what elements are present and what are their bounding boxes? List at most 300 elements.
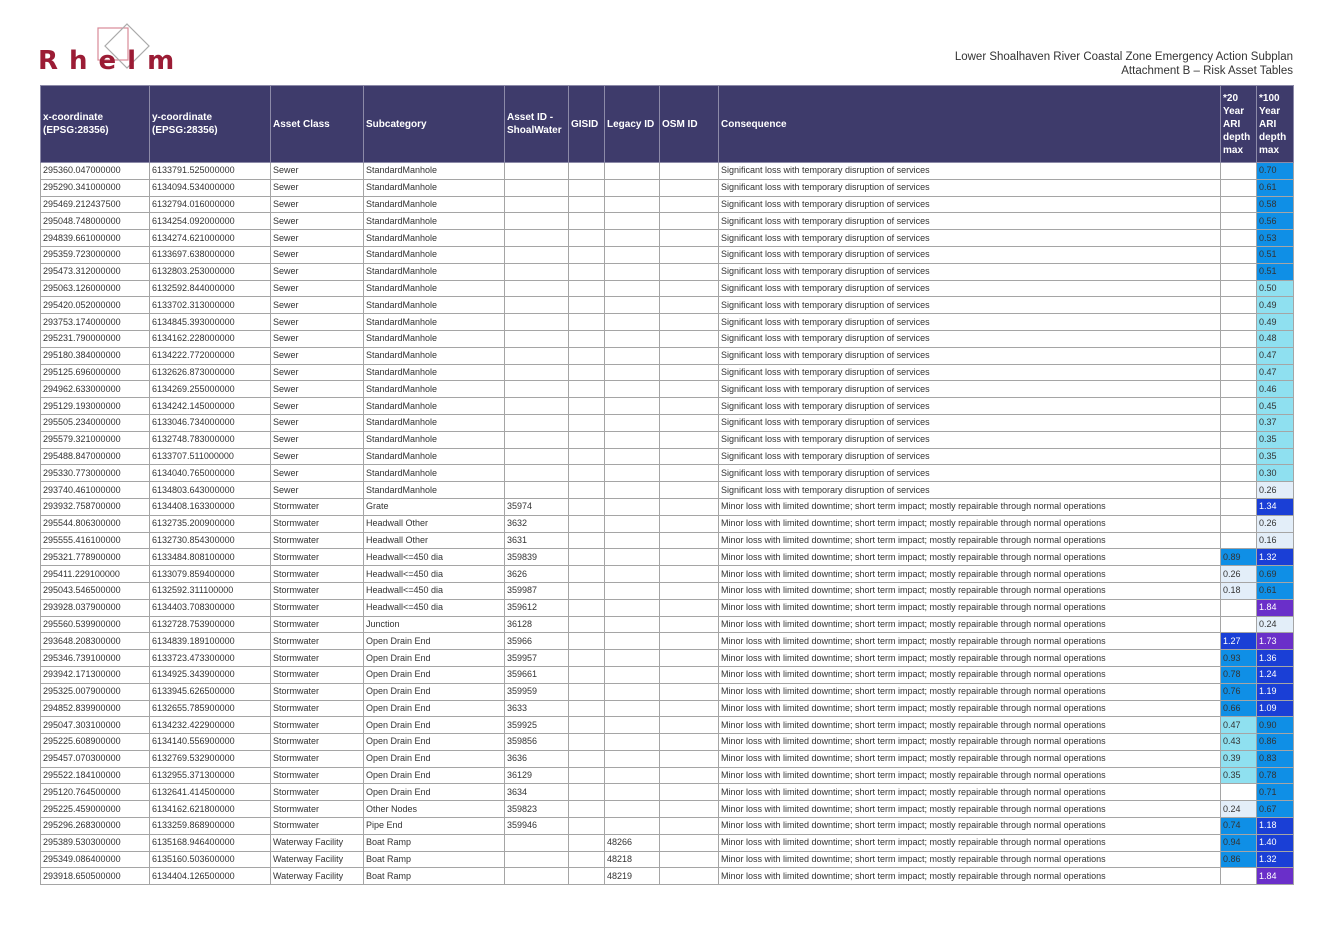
cell-depth-20yr: [1221, 465, 1257, 482]
cell-y-coordinate: 6133723.473300000: [150, 650, 271, 667]
cell-legacy-id: [605, 616, 660, 633]
cell-consequence: Minor loss with limited downtime; short term impact; mostly repairable through normal operations: [719, 566, 1221, 583]
cell-x-coordinate: 295469.212437500: [41, 196, 150, 213]
cell-depth-20yr: [1221, 532, 1257, 549]
table-row: [41, 767, 1294, 784]
table-row: [41, 196, 1294, 213]
cell-legacy-id: [605, 633, 660, 650]
cell-subcategory: Open Drain End: [364, 666, 505, 683]
cell-legacy-id: [605, 549, 660, 566]
cell-depth-100yr: 0.50: [1257, 280, 1294, 297]
cell-asset-class: Sewer: [271, 196, 364, 213]
table-row: [41, 398, 1294, 415]
cell-depth-20yr: [1221, 246, 1257, 263]
cell-gisid: [569, 582, 605, 599]
cell-asset-class: Sewer: [271, 381, 364, 398]
cell-x-coordinate: 295411.229100000: [41, 566, 150, 583]
cell-asset-id: 359946: [505, 818, 569, 835]
cell-legacy-id: [605, 347, 660, 364]
cell-subcategory: Open Drain End: [364, 650, 505, 667]
table-row: [41, 683, 1294, 700]
cell-consequence: Significant loss with temporary disruption of services: [719, 179, 1221, 196]
cell-y-coordinate: 6132592.311100000: [150, 582, 271, 599]
cell-consequence: Minor loss with limited downtime; short term impact; mostly repairable through normal operations: [719, 683, 1221, 700]
cell-consequence: Significant loss with temporary disruption of services: [719, 347, 1221, 364]
cell-depth-100yr: 0.86: [1257, 734, 1294, 751]
cell-depth-100yr: 1.84: [1257, 599, 1294, 616]
cell-subcategory: Headwall<=450 dia: [364, 582, 505, 599]
cell-legacy-id: [605, 246, 660, 263]
cell-asset-class: Stormwater: [271, 566, 364, 583]
table-row: [41, 314, 1294, 331]
table-row: [41, 246, 1294, 263]
cell-gisid: [569, 398, 605, 415]
cell-depth-20yr: 0.35: [1221, 767, 1257, 784]
cell-depth-100yr: 1.32: [1257, 851, 1294, 868]
cell-asset-class: Stormwater: [271, 582, 364, 599]
cell-legacy-id: 48266: [605, 834, 660, 851]
cell-consequence: Significant loss with temporary disruption of services: [719, 330, 1221, 347]
cell-subcategory: StandardManhole: [364, 381, 505, 398]
cell-subcategory: Boat Ramp: [364, 834, 505, 851]
cell-consequence: Minor loss with limited downtime; short term impact; mostly repairable through normal operations: [719, 633, 1221, 650]
cell-legacy-id: [605, 230, 660, 247]
cell-asset-id: [505, 851, 569, 868]
cell-y-coordinate: 6132735.200900000: [150, 515, 271, 532]
cell-depth-100yr: 0.56: [1257, 213, 1294, 230]
cell-asset-class: Stormwater: [271, 818, 364, 835]
cell-depth-20yr: [1221, 414, 1257, 431]
cell-x-coordinate: 295473.312000000: [41, 263, 150, 280]
cell-consequence: Significant loss with temporary disruption of services: [719, 230, 1221, 247]
cell-depth-100yr: 1.19: [1257, 683, 1294, 700]
cell-subcategory: StandardManhole: [364, 398, 505, 415]
cell-depth-100yr: 0.49: [1257, 297, 1294, 314]
cell-gisid: [569, 330, 605, 347]
cell-consequence: Minor loss with limited downtime; short term impact; mostly repairable through normal operations: [719, 498, 1221, 515]
cell-asset-class: Sewer: [271, 163, 364, 180]
cell-x-coordinate: 295043.546500000: [41, 582, 150, 599]
rhelm-logo: [38, 22, 188, 78]
cell-asset-class: Sewer: [271, 398, 364, 415]
cell-subcategory: StandardManhole: [364, 364, 505, 381]
cell-depth-20yr: [1221, 314, 1257, 331]
cell-asset-id: [505, 448, 569, 465]
cell-subcategory: StandardManhole: [364, 482, 505, 499]
cell-asset-id: 35974: [505, 498, 569, 515]
cell-subcategory: Open Drain End: [364, 750, 505, 767]
cell-gisid: [569, 834, 605, 851]
cell-asset-class: Sewer: [271, 347, 364, 364]
cell-y-coordinate: 6133079.859400000: [150, 566, 271, 583]
cell-osm-id: [660, 566, 719, 583]
cell-depth-20yr: [1221, 163, 1257, 180]
cell-x-coordinate: 293942.171300000: [41, 666, 150, 683]
cell-subcategory: StandardManhole: [364, 280, 505, 297]
cell-asset-class: Sewer: [271, 431, 364, 448]
table-row: [41, 818, 1294, 835]
cell-x-coordinate: 295544.806300000: [41, 515, 150, 532]
cell-gisid: [569, 179, 605, 196]
table-row: [41, 834, 1294, 851]
cell-x-coordinate: 295047.303100000: [41, 717, 150, 734]
col-header-x: x-coordinate (EPSG:28356): [41, 86, 150, 163]
cell-subcategory: StandardManhole: [364, 163, 505, 180]
cell-depth-20yr: [1221, 784, 1257, 801]
cell-depth-100yr: 1.18: [1257, 818, 1294, 835]
cell-depth-20yr: [1221, 398, 1257, 415]
cell-asset-id: [505, 297, 569, 314]
cell-asset-class: Stormwater: [271, 784, 364, 801]
cell-legacy-id: [605, 213, 660, 230]
cell-osm-id: [660, 297, 719, 314]
cell-depth-100yr: 0.90: [1257, 717, 1294, 734]
cell-asset-class: Sewer: [271, 465, 364, 482]
cell-asset-id: 3633: [505, 700, 569, 717]
cell-x-coordinate: 293918.650500000: [41, 868, 150, 885]
cell-osm-id: [660, 498, 719, 515]
cell-x-coordinate: 293740.461000000: [41, 482, 150, 499]
cell-consequence: Minor loss with limited downtime; short term impact; mostly repairable through normal operations: [719, 650, 1221, 667]
cell-subcategory: Pipe End: [364, 818, 505, 835]
cell-osm-id: [660, 700, 719, 717]
cell-osm-id: [660, 314, 719, 331]
cell-legacy-id: [605, 381, 660, 398]
cell-y-coordinate: 6132794.016000000: [150, 196, 271, 213]
cell-gisid: [569, 314, 605, 331]
cell-gisid: [569, 364, 605, 381]
cell-depth-100yr: 0.47: [1257, 364, 1294, 381]
cell-y-coordinate: 6133702.313000000: [150, 297, 271, 314]
cell-subcategory: Headwall<=450 dia: [364, 566, 505, 583]
cell-osm-id: [660, 784, 719, 801]
table-row: [41, 297, 1294, 314]
table-row: [41, 801, 1294, 818]
cell-asset-id: [505, 280, 569, 297]
cell-depth-20yr: [1221, 482, 1257, 499]
cell-asset-class: Stormwater: [271, 683, 364, 700]
cell-x-coordinate: 295325.007900000: [41, 683, 150, 700]
cell-legacy-id: [605, 364, 660, 381]
cell-consequence: Minor loss with limited downtime; short term impact; mostly repairable through normal operations: [719, 515, 1221, 532]
cell-y-coordinate: 6134040.765000000: [150, 465, 271, 482]
cell-consequence: Significant loss with temporary disruption of services: [719, 297, 1221, 314]
cell-x-coordinate: 295225.608900000: [41, 734, 150, 751]
cell-depth-100yr: 1.24: [1257, 666, 1294, 683]
cell-consequence: Significant loss with temporary disruption of services: [719, 381, 1221, 398]
cell-osm-id: [660, 263, 719, 280]
cell-legacy-id: [605, 717, 660, 734]
cell-gisid: [569, 498, 605, 515]
cell-depth-100yr: 1.73: [1257, 633, 1294, 650]
cell-y-coordinate: 6132955.371300000: [150, 767, 271, 784]
cell-consequence: Significant loss with temporary disruption of services: [719, 163, 1221, 180]
cell-depth-20yr: 0.43: [1221, 734, 1257, 751]
cell-subcategory: StandardManhole: [364, 246, 505, 263]
cell-asset-id: 359856: [505, 734, 569, 751]
cell-depth-100yr: 0.58: [1257, 196, 1294, 213]
cell-asset-class: Stormwater: [271, 717, 364, 734]
cell-gisid: [569, 734, 605, 751]
cell-asset-id: 359661: [505, 666, 569, 683]
cell-subcategory: StandardManhole: [364, 230, 505, 247]
cell-osm-id: [660, 196, 719, 213]
cell-x-coordinate: 295048.748000000: [41, 213, 150, 230]
cell-legacy-id: [605, 683, 660, 700]
cell-x-coordinate: 295125.696000000: [41, 364, 150, 381]
cell-gisid: [569, 683, 605, 700]
cell-depth-20yr: 1.27: [1221, 633, 1257, 650]
cell-y-coordinate: 6134404.126500000: [150, 868, 271, 885]
cell-osm-id: [660, 818, 719, 835]
cell-y-coordinate: 6134222.772000000: [150, 347, 271, 364]
cell-consequence: Minor loss with limited downtime; short term impact; mostly repairable through normal operations: [719, 767, 1221, 784]
cell-consequence: Minor loss with limited downtime; short term impact; mostly repairable through normal operations: [719, 834, 1221, 851]
cell-asset-id: [505, 465, 569, 482]
cell-x-coordinate: 295063.126000000: [41, 280, 150, 297]
cell-y-coordinate: 6134845.393000000: [150, 314, 271, 331]
table-row: [41, 616, 1294, 633]
cell-gisid: [569, 381, 605, 398]
cell-y-coordinate: 6133707.511000000: [150, 448, 271, 465]
cell-gisid: [569, 213, 605, 230]
cell-asset-class: Sewer: [271, 179, 364, 196]
cell-y-coordinate: 6133791.525000000: [150, 163, 271, 180]
cell-y-coordinate: 6133484.808100000: [150, 549, 271, 566]
table-row: [41, 784, 1294, 801]
cell-gisid: [569, 717, 605, 734]
cell-legacy-id: [605, 263, 660, 280]
table-row: [41, 263, 1294, 280]
cell-depth-100yr: 1.36: [1257, 650, 1294, 667]
cell-y-coordinate: 6134232.422900000: [150, 717, 271, 734]
cell-osm-id: [660, 163, 719, 180]
cell-x-coordinate: 295579.321000000: [41, 431, 150, 448]
cell-osm-id: [660, 448, 719, 465]
cell-asset-id: 359823: [505, 801, 569, 818]
cell-y-coordinate: 6134408.163300000: [150, 498, 271, 515]
cell-osm-id: [660, 582, 719, 599]
cell-asset-id: 3632: [505, 515, 569, 532]
cell-depth-20yr: 0.86: [1221, 851, 1257, 868]
cell-depth-20yr: [1221, 230, 1257, 247]
cell-subcategory: StandardManhole: [364, 179, 505, 196]
cell-consequence: Significant loss with temporary disruption of services: [719, 482, 1221, 499]
cell-depth-100yr: 0.78: [1257, 767, 1294, 784]
cell-depth-20yr: [1221, 213, 1257, 230]
cell-osm-id: [660, 851, 719, 868]
cell-depth-100yr: 0.26: [1257, 515, 1294, 532]
risk-asset-table: [40, 85, 1294, 885]
document-title-line2: Attachment B – Risk Asset Tables: [1121, 65, 1293, 77]
cell-asset-class: Waterway Facility: [271, 851, 364, 868]
cell-asset-class: Stormwater: [271, 599, 364, 616]
cell-asset-class: Sewer: [271, 280, 364, 297]
cell-depth-20yr: [1221, 196, 1257, 213]
cell-subcategory: StandardManhole: [364, 330, 505, 347]
cell-gisid: [569, 851, 605, 868]
cell-asset-id: [505, 163, 569, 180]
cell-depth-20yr: 0.18: [1221, 582, 1257, 599]
cell-subcategory: Headwall Other: [364, 515, 505, 532]
cell-asset-class: Waterway Facility: [271, 834, 364, 851]
table-row: [41, 566, 1294, 583]
cell-legacy-id: [605, 431, 660, 448]
cell-osm-id: [660, 381, 719, 398]
cell-gisid: [569, 465, 605, 482]
cell-osm-id: [660, 230, 719, 247]
col-header-20yr-depth: *20 Year ARI depth max: [1221, 86, 1257, 163]
cell-asset-id: [505, 213, 569, 230]
cell-osm-id: [660, 767, 719, 784]
cell-subcategory: StandardManhole: [364, 347, 505, 364]
cell-depth-100yr: 0.35: [1257, 448, 1294, 465]
cell-asset-id: 359987: [505, 582, 569, 599]
cell-legacy-id: [605, 163, 660, 180]
cell-x-coordinate: 293648.208300000: [41, 633, 150, 650]
cell-osm-id: [660, 717, 719, 734]
cell-depth-100yr: 0.26: [1257, 482, 1294, 499]
cell-subcategory: Open Drain End: [364, 784, 505, 801]
table-row: [41, 179, 1294, 196]
table-row: [41, 868, 1294, 885]
cell-depth-20yr: 0.74: [1221, 818, 1257, 835]
cell-legacy-id: [605, 666, 660, 683]
cell-y-coordinate: 6134094.534000000: [150, 179, 271, 196]
cell-osm-id: [660, 482, 719, 499]
table-row: [41, 414, 1294, 431]
cell-gisid: [569, 750, 605, 767]
table-header-row: [41, 86, 1294, 163]
cell-gisid: [569, 868, 605, 885]
cell-asset-id: 3631: [505, 532, 569, 549]
cell-osm-id: [660, 868, 719, 885]
cell-x-coordinate: 295330.773000000: [41, 465, 150, 482]
table-row: [41, 431, 1294, 448]
cell-legacy-id: [605, 297, 660, 314]
cell-x-coordinate: 295349.086400000: [41, 851, 150, 868]
cell-subcategory: Junction: [364, 616, 505, 633]
cell-x-coordinate: 295505.234000000: [41, 414, 150, 431]
cell-depth-20yr: 0.94: [1221, 834, 1257, 851]
cell-y-coordinate: 6134162.621800000: [150, 801, 271, 818]
table-row: [41, 482, 1294, 499]
cell-x-coordinate: 295296.268300000: [41, 818, 150, 835]
cell-subcategory: StandardManhole: [364, 314, 505, 331]
table-row: [41, 381, 1294, 398]
cell-osm-id: [660, 633, 719, 650]
cell-consequence: Minor loss with limited downtime; short term impact; mostly repairable through normal operations: [719, 851, 1221, 868]
cell-asset-id: [505, 482, 569, 499]
cell-legacy-id: [605, 599, 660, 616]
cell-depth-100yr: 0.83: [1257, 750, 1294, 767]
cell-depth-20yr: [1221, 448, 1257, 465]
cell-y-coordinate: 6134803.643000000: [150, 482, 271, 499]
cell-gisid: [569, 230, 605, 247]
cell-y-coordinate: 6134162.228000000: [150, 330, 271, 347]
cell-osm-id: [660, 414, 719, 431]
table-row: [41, 549, 1294, 566]
cell-osm-id: [660, 246, 719, 263]
cell-consequence: Significant loss with temporary disruption of services: [719, 246, 1221, 263]
cell-y-coordinate: 6132769.532900000: [150, 750, 271, 767]
cell-consequence: Significant loss with temporary disruption of services: [719, 213, 1221, 230]
cell-depth-100yr: 0.69: [1257, 566, 1294, 583]
table-row: [41, 717, 1294, 734]
cell-legacy-id: [605, 515, 660, 532]
cell-asset-class: Stormwater: [271, 650, 364, 667]
cell-asset-class: Sewer: [271, 330, 364, 347]
col-header-asset-class: Asset Class: [271, 86, 364, 163]
cell-subcategory: Open Drain End: [364, 683, 505, 700]
cell-gisid: [569, 482, 605, 499]
cell-consequence: Significant loss with temporary disruption of services: [719, 414, 1221, 431]
cell-consequence: Significant loss with temporary disruption of services: [719, 364, 1221, 381]
cell-depth-100yr: 0.51: [1257, 246, 1294, 263]
cell-legacy-id: [605, 801, 660, 818]
cell-y-coordinate: 6132655.785900000: [150, 700, 271, 717]
cell-subcategory: Headwall<=450 dia: [364, 599, 505, 616]
table-row: [41, 633, 1294, 650]
cell-legacy-id: [605, 196, 660, 213]
cell-consequence: Significant loss with temporary disruption of services: [719, 314, 1221, 331]
cell-depth-100yr: 0.47: [1257, 347, 1294, 364]
cell-y-coordinate: 6134274.621000000: [150, 230, 271, 247]
cell-consequence: Minor loss with limited downtime; short term impact; mostly repairable through normal operations: [719, 784, 1221, 801]
cell-consequence: Significant loss with temporary disruption of services: [719, 448, 1221, 465]
cell-asset-class: Stormwater: [271, 750, 364, 767]
cell-asset-class: Sewer: [271, 263, 364, 280]
cell-depth-100yr: 1.84: [1257, 868, 1294, 885]
cell-depth-20yr: 0.78: [1221, 666, 1257, 683]
cell-asset-class: Sewer: [271, 364, 364, 381]
cell-gisid: [569, 431, 605, 448]
cell-asset-id: [505, 364, 569, 381]
cell-x-coordinate: 295321.778900000: [41, 549, 150, 566]
cell-asset-class: Stormwater: [271, 532, 364, 549]
cell-asset-class: Stormwater: [271, 700, 364, 717]
cell-asset-class: Sewer: [271, 297, 364, 314]
cell-legacy-id: [605, 414, 660, 431]
cell-x-coordinate: 295488.847000000: [41, 448, 150, 465]
cell-gisid: [569, 784, 605, 801]
cell-y-coordinate: 6134925.343900000: [150, 666, 271, 683]
cell-depth-20yr: [1221, 616, 1257, 633]
cell-osm-id: [660, 347, 719, 364]
cell-consequence: Significant loss with temporary disruption of services: [719, 431, 1221, 448]
table-row: [41, 448, 1294, 465]
cell-subcategory: Open Drain End: [364, 633, 505, 650]
cell-x-coordinate: 293928.037900000: [41, 599, 150, 616]
col-header-100yr-depth: *100 Year ARI depth max: [1257, 86, 1294, 163]
cell-legacy-id: 48218: [605, 851, 660, 868]
cell-x-coordinate: 294839.661000000: [41, 230, 150, 247]
cell-depth-20yr: 0.39: [1221, 750, 1257, 767]
cell-subcategory: Open Drain End: [364, 700, 505, 717]
cell-depth-100yr: 0.61: [1257, 582, 1294, 599]
cell-consequence: Significant loss with temporary disruption of services: [719, 263, 1221, 280]
cell-osm-id: [660, 179, 719, 196]
cell-depth-20yr: 0.24: [1221, 801, 1257, 818]
cell-y-coordinate: 6132728.753900000: [150, 616, 271, 633]
cell-y-coordinate: 6132803.253000000: [150, 263, 271, 280]
cell-asset-id: 359925: [505, 717, 569, 734]
cell-x-coordinate: 295555.416100000: [41, 532, 150, 549]
table-row: [41, 330, 1294, 347]
cell-legacy-id: [605, 498, 660, 515]
cell-depth-20yr: 0.26: [1221, 566, 1257, 583]
col-header-subcategory: Subcategory: [364, 86, 505, 163]
